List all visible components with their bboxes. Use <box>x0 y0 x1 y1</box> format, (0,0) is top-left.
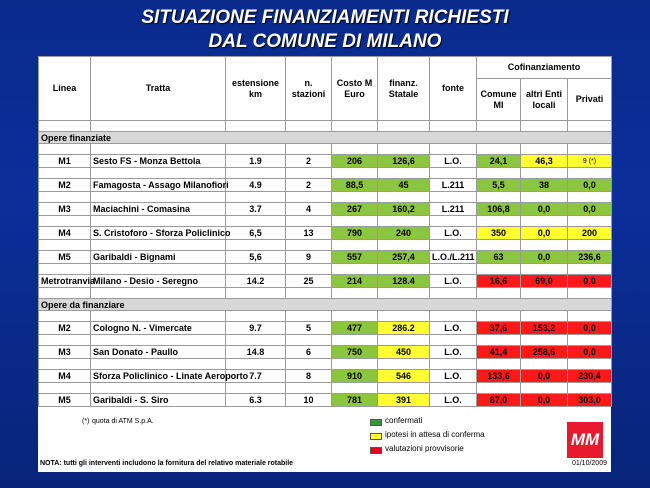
section-opere-da-finanziare: Opere da finanziare <box>39 299 612 311</box>
document-date: 01/10/2009 <box>571 460 607 467</box>
cell-comune: 37,6 <box>477 322 521 335</box>
cell-km: 14.8 <box>226 346 286 359</box>
cell-finanz: 286.2 <box>378 322 430 335</box>
table-row <box>39 346 612 359</box>
mm-logo: MM <box>567 422 603 458</box>
cell-altri: 69,0 <box>521 275 568 288</box>
cell-comune: 106,8 <box>477 203 521 216</box>
cell-stazioni: 10 <box>286 394 332 407</box>
header-cofinanziamento: Cofinanziamento <box>477 57 612 79</box>
cell-stazioni: 6 <box>286 346 332 359</box>
financing-table <box>38 56 612 407</box>
cell-km: 14.2 <box>226 275 286 288</box>
cell-finanz: 45 <box>378 179 430 192</box>
cell-costo: 910 <box>332 370 378 383</box>
cell-fonte: L.O./L.211 <box>430 251 477 264</box>
cell-fonte: L.O. <box>430 227 477 240</box>
legend-confermati: confermati <box>385 416 423 425</box>
cell-stazioni: 5 <box>286 322 332 335</box>
header-comune: Comune MI <box>477 79 521 121</box>
cell-altri: 46,3 <box>521 155 568 168</box>
cell-fonte: L.O. <box>430 370 477 383</box>
cell-linea: M1 <box>39 155 91 168</box>
cell-altri: 0,0 <box>521 227 568 240</box>
slide-title <box>0 6 650 54</box>
cell-altri: 0,0 <box>521 370 568 383</box>
cell-linea: M4 <box>39 227 91 240</box>
cell-privati: 236,6 <box>568 251 612 264</box>
table-row <box>39 203 612 216</box>
header-linea: Linea <box>39 57 91 121</box>
cell-tratta: Cologno N. - Vimercate <box>91 322 226 335</box>
table-row <box>39 179 612 192</box>
cell-finanz: 160,2 <box>378 203 430 216</box>
cell-linea: Metrotranvia <box>39 275 91 288</box>
cell-linea: M4 <box>39 370 91 383</box>
cell-finanz: 546 <box>378 370 430 383</box>
header-altri: altri Enti locali <box>521 79 568 121</box>
cell-privati: 0,0 <box>568 179 612 192</box>
cell-stazioni: 2 <box>286 179 332 192</box>
legend-ipotesi: ipotesi in attesa di conferma <box>385 430 485 439</box>
header-stazioni: n. stazioni <box>286 57 332 121</box>
cell-tratta: S. Cristoforo - Sforza Policlinico <box>91 227 226 240</box>
cell-altri: 0,0 <box>521 251 568 264</box>
cell-comune: 87,0 <box>477 394 521 407</box>
legend <box>38 414 611 472</box>
cell-km: 6.3 <box>226 394 286 407</box>
header-estensione: estensione km <box>226 57 286 121</box>
header-tratta: Tratta <box>91 57 226 121</box>
header-finanz: finanz. Statale <box>378 57 430 121</box>
cell-privati: 230,4 <box>568 370 612 383</box>
cell-privati: 0,0 <box>568 203 612 216</box>
section-opere-finanziate: Opere finanziate <box>39 132 612 144</box>
cell-finanz: 126,6 <box>378 155 430 168</box>
cell-fonte: L.O. <box>430 394 477 407</box>
cell-fonte: L.O. <box>430 346 477 359</box>
legend-swatch-red <box>370 447 382 454</box>
cell-stazioni: 9 <box>286 251 332 264</box>
cell-comune: 5,5 <box>477 179 521 192</box>
cell-fonte: L.O. <box>430 155 477 168</box>
cell-altri: 258,6 <box>521 346 568 359</box>
cell-km: 3.7 <box>226 203 286 216</box>
cell-stazioni: 13 <box>286 227 332 240</box>
cell-fonte: L.O. <box>430 275 477 288</box>
cell-privati: 9 (*) <box>568 155 612 168</box>
cell-tratta: Maciachini - Comasina <box>91 203 226 216</box>
cell-km: 5,6 <box>226 251 286 264</box>
cell-linea: M3 <box>39 346 91 359</box>
note-mark: (*) <box>82 418 90 425</box>
table-row <box>39 155 612 168</box>
cell-finanz: 128.4 <box>378 275 430 288</box>
cell-altri: 0,0 <box>521 203 568 216</box>
cell-finanz: 240 <box>378 227 430 240</box>
cell-altri: 0,0 <box>521 394 568 407</box>
cell-km: 6,5 <box>226 227 286 240</box>
cell-costo: 781 <box>332 394 378 407</box>
cell-comune: 24,1 <box>477 155 521 168</box>
cell-comune: 63 <box>477 251 521 264</box>
cell-finanz: 257,4 <box>378 251 430 264</box>
cell-altri: 38 <box>521 179 568 192</box>
cell-tratta: Milano - Desio - Seregno <box>91 275 226 288</box>
legend-valutazioni: valutazioni provvisorie <box>385 444 464 453</box>
cell-costo: 88,5 <box>332 179 378 192</box>
cell-stazioni: 4 <box>286 203 332 216</box>
cell-tratta: Sesto FS - Monza Bettola <box>91 155 226 168</box>
cell-stazioni: 8 <box>286 370 332 383</box>
table-row <box>39 275 612 288</box>
footnote: NOTA: tutti gli interventi includono la fornitura del relativo materiale rotabile <box>40 460 294 467</box>
cell-fonte: L.O. <box>430 322 477 335</box>
legend-swatch-yellow <box>370 433 382 440</box>
cell-privati: 0,0 <box>568 346 612 359</box>
cell-privati: 200 <box>568 227 612 240</box>
legend-swatch-green <box>370 419 382 426</box>
cell-costo: 206 <box>332 155 378 168</box>
cell-km: 9.7 <box>226 322 286 335</box>
cell-privati: 303,0 <box>568 394 612 407</box>
spreadsheet <box>38 56 611 472</box>
cell-km: 1.9 <box>226 155 286 168</box>
table-row <box>39 370 612 383</box>
cell-costo: 790 <box>332 227 378 240</box>
cell-tratta: San Donato - Paullo <box>91 346 226 359</box>
cell-comune: 133,6 <box>477 370 521 383</box>
cell-costo: 557 <box>332 251 378 264</box>
cell-tratta: Sforza Policlinico - Linate Aeroporto <box>91 370 226 383</box>
cell-tratta: Famagosta - Assago Milanofiori <box>91 179 226 192</box>
table-row <box>39 394 612 407</box>
cell-tratta: Garibaldi - S. Siro <box>91 394 226 407</box>
cell-fonte: L.211 <box>430 179 477 192</box>
cell-km: 4.9 <box>226 179 286 192</box>
cell-costo: 267 <box>332 203 378 216</box>
cell-costo: 750 <box>332 346 378 359</box>
cell-comune: 41,4 <box>477 346 521 359</box>
table-row <box>39 251 612 264</box>
cell-tratta: Garibaldi - Bignami <box>91 251 226 264</box>
cell-privati: 0,0 <box>568 322 612 335</box>
cell-comune: 16,6 <box>477 275 521 288</box>
note-text: quota di ATM S.p.A. <box>92 418 154 425</box>
cell-fonte: L.211 <box>430 203 477 216</box>
table-row <box>39 227 612 240</box>
title-line-1: SITUAZIONE FINANZIAMENTI RICHIESTI <box>141 7 509 28</box>
cell-stazioni: 25 <box>286 275 332 288</box>
cell-linea: M2 <box>39 322 91 335</box>
cell-finanz: 450 <box>378 346 430 359</box>
cell-linea: M2 <box>39 179 91 192</box>
cell-stazioni: 2 <box>286 155 332 168</box>
cell-privati: 0,0 <box>568 275 612 288</box>
title-line-2: DAL COMUNE DI MILANO <box>208 31 442 52</box>
cell-altri: 153,2 <box>521 322 568 335</box>
cell-finanz: 391 <box>378 394 430 407</box>
cell-linea: M5 <box>39 394 91 407</box>
cell-km: 7.7 <box>226 370 286 383</box>
cell-costo: 214 <box>332 275 378 288</box>
table-row <box>39 322 612 335</box>
cell-linea: M5 <box>39 251 91 264</box>
cell-linea: M3 <box>39 203 91 216</box>
header-fonte: fonte <box>430 57 477 121</box>
header-privati: Privati <box>568 79 612 121</box>
cell-costo: 477 <box>332 322 378 335</box>
header-costo: Costo M Euro <box>332 57 378 121</box>
cell-comune: 350 <box>477 227 521 240</box>
